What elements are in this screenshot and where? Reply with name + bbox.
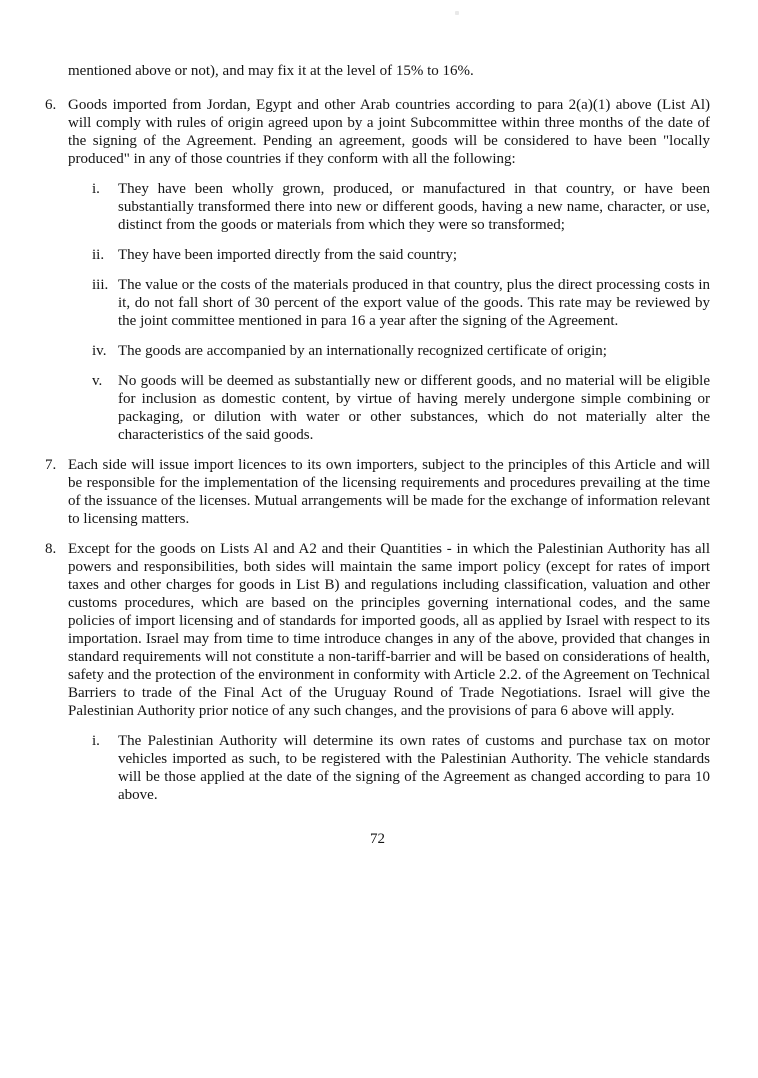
subitem-text: The Palestinian Authority will determine its own rates of customs and purchase tax on motor vehicles imported as such, to be registered with the Palestinian Authority. The vehicle standards will be those applied at the date of the signing of the Agreement as changed according to para 10 above. <box>118 733 710 803</box>
subitem-text: They have been imported directly from the said country; <box>118 247 458 263</box>
subitem-number: ii. <box>92 247 105 263</box>
item-number: 8. <box>45 541 57 557</box>
subitem-6-iii <box>45 276 710 330</box>
item-text: Except for the goods on Lists Al and A2 and their Quantities - in which the Palestinian Authority has all powers and responsibilities, both sides will maintain the same import policy (except for rates of import taxes and other charges for goods in List B) and regulations including classification, valuation and other customs procedures, which are based on the principles governing international codes, and the same policies of import licensing and of standards for imported goods, all as applied by Israel with respect to its importation. Israel may from time to time introduce changes in any of the above, provided that changes in standard requirements will not constitute a non-tariff-barrier and will be based on considerations of health, safety and the protection of the environment in conformity with Article 2.2. of the Agreement on Technical Barriers to trade of the Final Act of the Uruguay Round of Trade Negotiations. Israel will give the Palestinian Authority prior notice of any such changes, and the provisions of para 6 above will apply. <box>68 541 710 719</box>
subitem-number: i. <box>92 733 100 749</box>
subitem-text: No goods will be deemed as substantially new or different goods, and no material will be eligible for inclusion as domestic content, by virtue of having merely undergone simple combining or packaging, or dilution with water or other substances, which do not materially alter the characteristics of the said goods. <box>118 373 710 443</box>
subitem-number: v. <box>92 373 103 389</box>
item-number: 7. <box>45 457 57 473</box>
numbered-item-6 <box>45 96 710 168</box>
subitem-6-ii <box>45 246 710 264</box>
subitem-number: iii. <box>92 277 109 293</box>
item-text: Goods imported from Jordan, Egypt and other Arab countries according to para 2(a)(1) above (List Al) will comply with rules of origin agreed upon by a joint Subcommittee within three months of the date of the signing of the Agreement. Pending an agreement, goods will be considered to have been "locally produced" in any of those countries if they conform with all the following: <box>68 97 710 167</box>
numbered-item-8 <box>45 540 710 720</box>
subitem-text: They have been wholly grown, produced, or manufactured in that country, or have been substantially transformed there into new or different goods, having a new name, character, or use, distinct from the goods or materials from which they were so transformed; <box>118 181 710 233</box>
page-number: 72 <box>370 831 385 847</box>
subitem-text: The goods are accompanied by an internationally recognized certificate of origin; <box>118 343 607 359</box>
scan-artifact <box>455 11 459 15</box>
subitem-number: iv. <box>92 343 107 359</box>
subitem-6-iv <box>45 342 710 360</box>
subitem-6-v <box>45 372 710 444</box>
paragraph-continuation: mentioned above or not), and may fix it at the level of 15% to 16%. <box>68 63 474 79</box>
subitem-8-i <box>45 732 710 804</box>
item-text: Each side will issue import licences to its own importers, subject to the principles of this Article and will be responsible for the implementation of the licensing requirements and procedures prevailing at the time of the issuance of the licenses. Mutual arrangements will be made for the exchange of information relevant to licensing matters. <box>68 457 710 527</box>
numbered-item-7 <box>45 456 710 528</box>
item-number: 6. <box>45 97 57 113</box>
subitem-6-i <box>45 180 710 234</box>
subitem-text: The value or the costs of the materials produced in that country, plus the direct processing costs in it, do not fall short of 30 percent of the export value of the goods. This rate may be reviewed by the joint committee mentioned in para 16 a year after the signing of the Agreement. <box>118 277 710 329</box>
subitem-number: i. <box>92 181 100 197</box>
